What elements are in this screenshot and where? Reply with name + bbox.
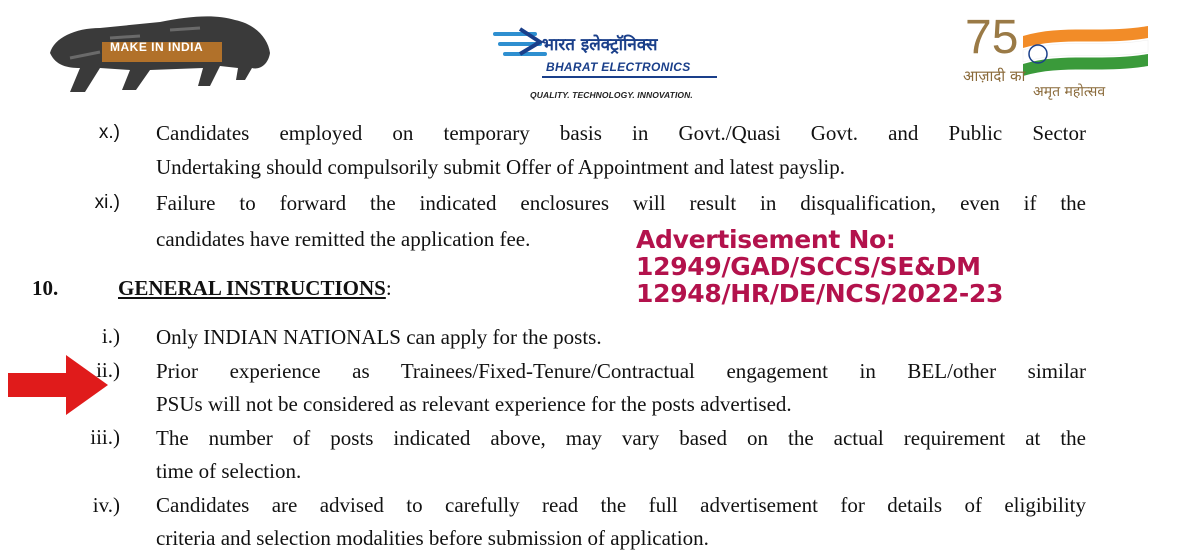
item-xi-line-1: Failure to forward the indicated enclosures will result in disqualification, even if the [156, 191, 1086, 215]
azadi-line-2: अमृत महोत्सव [1033, 84, 1106, 100]
instruction-number-ii: ii.) [96, 358, 120, 382]
item-number-xi: xi.) [94, 192, 120, 213]
make-in-india-logo [40, 8, 275, 98]
advertisement-number-block [636, 226, 1003, 307]
bel-hindi-name: भारत इलेक्ट्रॉनिक्स [542, 35, 658, 55]
instruction-number-i: i.) [101, 324, 120, 348]
bel-wave-icon [490, 24, 550, 74]
section-title-colon: : [385, 276, 392, 300]
item-x-line-2: Undertaking should compulsorily submit Offer of Appointment and latest payslip. [156, 155, 846, 179]
instruction-number-iii: iii.) [90, 425, 120, 449]
tricolor-flag-icon [1003, 16, 1153, 76]
instruction-ii-line-1: Prior experience as Trainees/Fixed-Tenure/Contractual engagement in BEL/other similar [156, 359, 1086, 383]
instruction-iv-line-2: criteria and selection modalities before submission of application. [156, 526, 709, 550]
instruction-iii-line-2: time of selection. [156, 459, 302, 483]
section-number: 10. [32, 276, 59, 300]
bel-tagline: QUALITY. TECHNOLOGY. INNOVATION. [530, 90, 693, 100]
instruction-iv-line-1: Candidates are advised to carefully read the full advertisement for details of eligibility [156, 493, 1086, 517]
instruction-iii-line-1: The number of posts indicated above, may vary based on the actual requirement at the [156, 426, 1086, 450]
bharat-electronics-logo [490, 10, 720, 105]
make-in-india-text: MAKE IN INDIA [110, 40, 204, 54]
instruction-ii-line-2: PSUs will not be considered as relevant experience for the posts advertised. [156, 392, 792, 416]
instruction-number-iv: iv.) [92, 493, 120, 517]
advertisement-number-2: 12948/HR/DE/NCS/2022-23 [636, 279, 1004, 308]
azadi-line-1: आज़ादी का [963, 67, 1026, 85]
item-x-line-1: Candidates employed on temporary basis in Govt./Quasi Govt. and Public Sector [156, 121, 1086, 145]
section-title [118, 276, 392, 301]
azadi-ka-amrit-mahotsav-logo [955, 10, 1145, 105]
advertisement-label: Advertisement No: [636, 225, 896, 254]
bel-english-name: BHARAT ELECTRONICS [546, 60, 691, 74]
advertisement-number-1: 12949/GAD/SCCS/SE&DM [636, 252, 981, 281]
azadi-75-number: 75 [965, 11, 1019, 64]
item-xi-line-2: candidates have remitted the application fee. [156, 227, 531, 251]
item-number-x: x.) [98, 122, 120, 143]
instruction-i-line-1: Only INDIAN NATIONALS can apply for the posts. [156, 325, 602, 349]
bel-underline [542, 76, 717, 78]
section-title-text: GENERAL INSTRUCTIONS [118, 276, 386, 300]
